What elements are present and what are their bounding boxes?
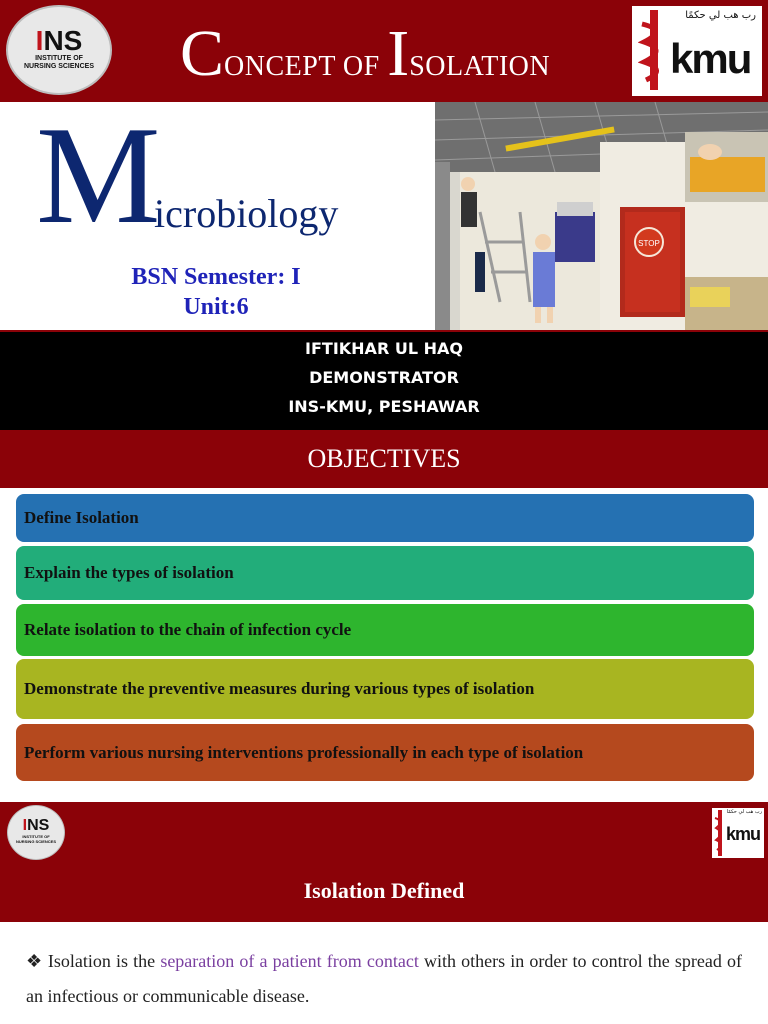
kmu-urdu-motto: رب هب لي حكمًا <box>726 809 762 815</box>
objective-item <box>16 724 754 781</box>
definition-highlight: separation of a patient from contact <box>160 951 419 971</box>
subject-title <box>36 98 436 253</box>
objective-item <box>16 494 754 542</box>
ins-logo-line1: INSTITUTE OF <box>35 55 83 62</box>
ins-logo-abbr: INS <box>35 25 83 56</box>
kmu-emblem-icon <box>638 10 672 90</box>
objective-item <box>16 604 754 656</box>
presenter-org: INS-KMU, PESHAWAR <box>288 397 480 416</box>
objective-label: Define Isolation <box>24 508 139 527</box>
section-heading: Isolation Defined <box>303 878 465 903</box>
presenter-role: DEMONSTRATOR <box>309 368 459 387</box>
kmu-urdu-motto: رب هب لي حكمًا <box>685 10 756 21</box>
ins-logo-small <box>7 805 65 860</box>
slide-title: CONCEPT OF ISOLATION <box>180 17 551 90</box>
kmu-wordmark: kmu <box>726 824 761 844</box>
objective-label: Demonstrate the preventive measures during various types of isolation <box>24 679 535 698</box>
kmu-emblem-icon <box>714 810 726 856</box>
ins-logo-line1: INSTITUTE OF <box>22 834 50 839</box>
kmu-logo-small <box>712 808 764 858</box>
kmu-wordmark: kmu <box>670 35 751 82</box>
objective-label: Relate isolation to the chain of infection cycle <box>24 620 352 639</box>
objective-label: Perform various nursing interventions professionally in each type of isolation <box>24 742 584 762</box>
isolation-definition: ❖ Isolation is the separation of a patient from contact with others in order to control the spread of an infectious or communicable disease. <box>26 951 742 1006</box>
unit-label: Unit:6 <box>183 294 249 320</box>
course-info <box>70 262 362 322</box>
ins-logo-abbr: INS <box>22 817 50 834</box>
kmu-logo <box>632 6 762 96</box>
objective-label: Explain the types of isolation <box>24 563 234 582</box>
ins-logo-line2: NURSING SCIENCES <box>23 63 94 70</box>
semester-label: BSN Semester: I <box>131 264 301 290</box>
presenter-bar <box>0 330 768 432</box>
bullet-icon: ❖ <box>26 951 43 971</box>
subject-rest: icrobiology <box>154 191 339 236</box>
isolation-ward-illustration <box>435 102 768 330</box>
objective-item <box>16 659 754 719</box>
subject-initial: M <box>36 98 161 253</box>
stop-sign-label: STOP <box>638 239 660 248</box>
ins-logo <box>6 5 112 95</box>
objective-item <box>16 546 754 600</box>
presenter-name: IFTIKHAR UL HAQ <box>305 339 463 358</box>
ins-logo-line2: NURSING SCIENCES <box>15 839 56 844</box>
objectives-heading: OBJECTIVES <box>307 444 461 473</box>
